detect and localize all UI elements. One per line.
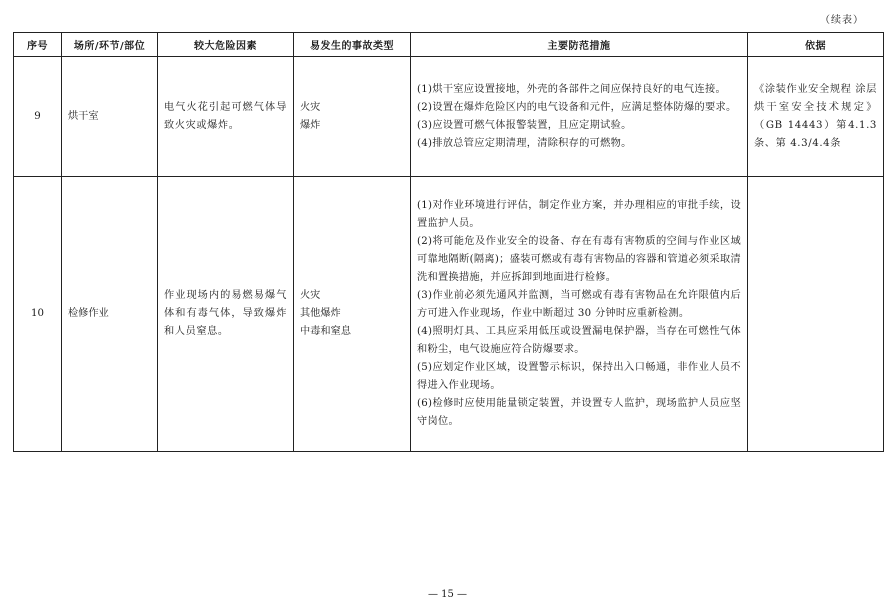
accident-type: 火灾 bbox=[300, 101, 321, 113]
header-no: 序号 bbox=[14, 33, 62, 57]
page-number: — 15 — bbox=[427, 589, 468, 600]
header-measures: 主要防范措施 bbox=[411, 33, 748, 57]
table-row bbox=[14, 177, 884, 452]
accident-type: 爆炸 bbox=[300, 119, 321, 131]
row-measures bbox=[411, 57, 748, 177]
measure-item: (6)检修时应使用能量锁定装置，并设置专人监护，现场监护人员应坚守岗位。 bbox=[417, 398, 741, 427]
header-accident-type: 易发生的事故类型 bbox=[294, 33, 411, 57]
table-row bbox=[14, 57, 884, 177]
row-hazard: 作业现场内的易燃易爆气体和有毒气体，导致爆炸和人员窒息。 bbox=[158, 177, 294, 452]
row-place: 检修作业 bbox=[62, 177, 158, 452]
row-measures bbox=[411, 177, 748, 452]
row-number: 10 bbox=[14, 177, 62, 452]
accident-type: 中毒和窒息 bbox=[300, 326, 351, 337]
row-accident-types bbox=[294, 177, 411, 452]
continuation-label: （续表） bbox=[820, 15, 864, 26]
accident-type: 其他爆炸 bbox=[300, 308, 341, 319]
row-basis bbox=[748, 177, 884, 452]
measure-item: (4)排放总管应定期清理，清除积存的可燃物。 bbox=[417, 137, 632, 149]
row-hazard: 电气火花引起可燃气体导致火灾或爆炸。 bbox=[158, 57, 294, 177]
row-place: 烘干室 bbox=[62, 57, 158, 177]
measure-item: (4)照明灯具、工具应采用低压或设置漏电保护器，当存在可燃性气体和粉尘，电气设施应符合防爆要求。 bbox=[417, 326, 741, 355]
measure-item: (5)应划定作业区域，设置警示标识，保持出入口畅通，非作业人员不得进入作业现场。 bbox=[417, 362, 741, 391]
hazard-table bbox=[13, 32, 884, 452]
row-basis: 《涂装作业安全规程 涂层烘干室安全技术规定》（GB 14443）第4.1.3 条、第 4.3/4.4条 bbox=[748, 57, 884, 177]
header-hazard: 较大危险因素 bbox=[158, 33, 294, 57]
table-header-row bbox=[14, 33, 884, 57]
header-basis: 依据 bbox=[748, 33, 884, 57]
row-accident-types bbox=[294, 57, 411, 177]
accident-type: 火灾 bbox=[300, 290, 321, 301]
measure-item: (2)设置在爆炸危险区内的电气设备和元件，应满足整体防爆的要求。 bbox=[417, 101, 737, 113]
measure-item: (2)将可能危及作业安全的设备、存在有毒有害物质的空间与作业区域可靠地隔断(隔离)；盛装可燃或有毒有害物品的容器和管道必须采取清洗和置换措施，并应拆卸到地面进行检修。 bbox=[417, 236, 741, 283]
measure-item: (3)应设置可燃气体报警装置，且应定期试验。 bbox=[417, 119, 632, 131]
measure-item: (1)烘干室应设置接地，外壳的各部件之间应保持良好的电气连接。 bbox=[417, 83, 726, 95]
header-place: 场所/环节/部位 bbox=[62, 33, 158, 57]
measure-item: (3)作业前必须先通风并监测，当可燃或有毒有害物品在允许限值内后方可进入作业现场，作业中断超过 30 分钟时应重新检测。 bbox=[417, 290, 741, 319]
measure-item: (1)对作业环境进行评估，制定作业方案，并办理相应的审批手续，设置监护人员。 bbox=[417, 200, 741, 229]
row-number: 9 bbox=[14, 57, 62, 177]
